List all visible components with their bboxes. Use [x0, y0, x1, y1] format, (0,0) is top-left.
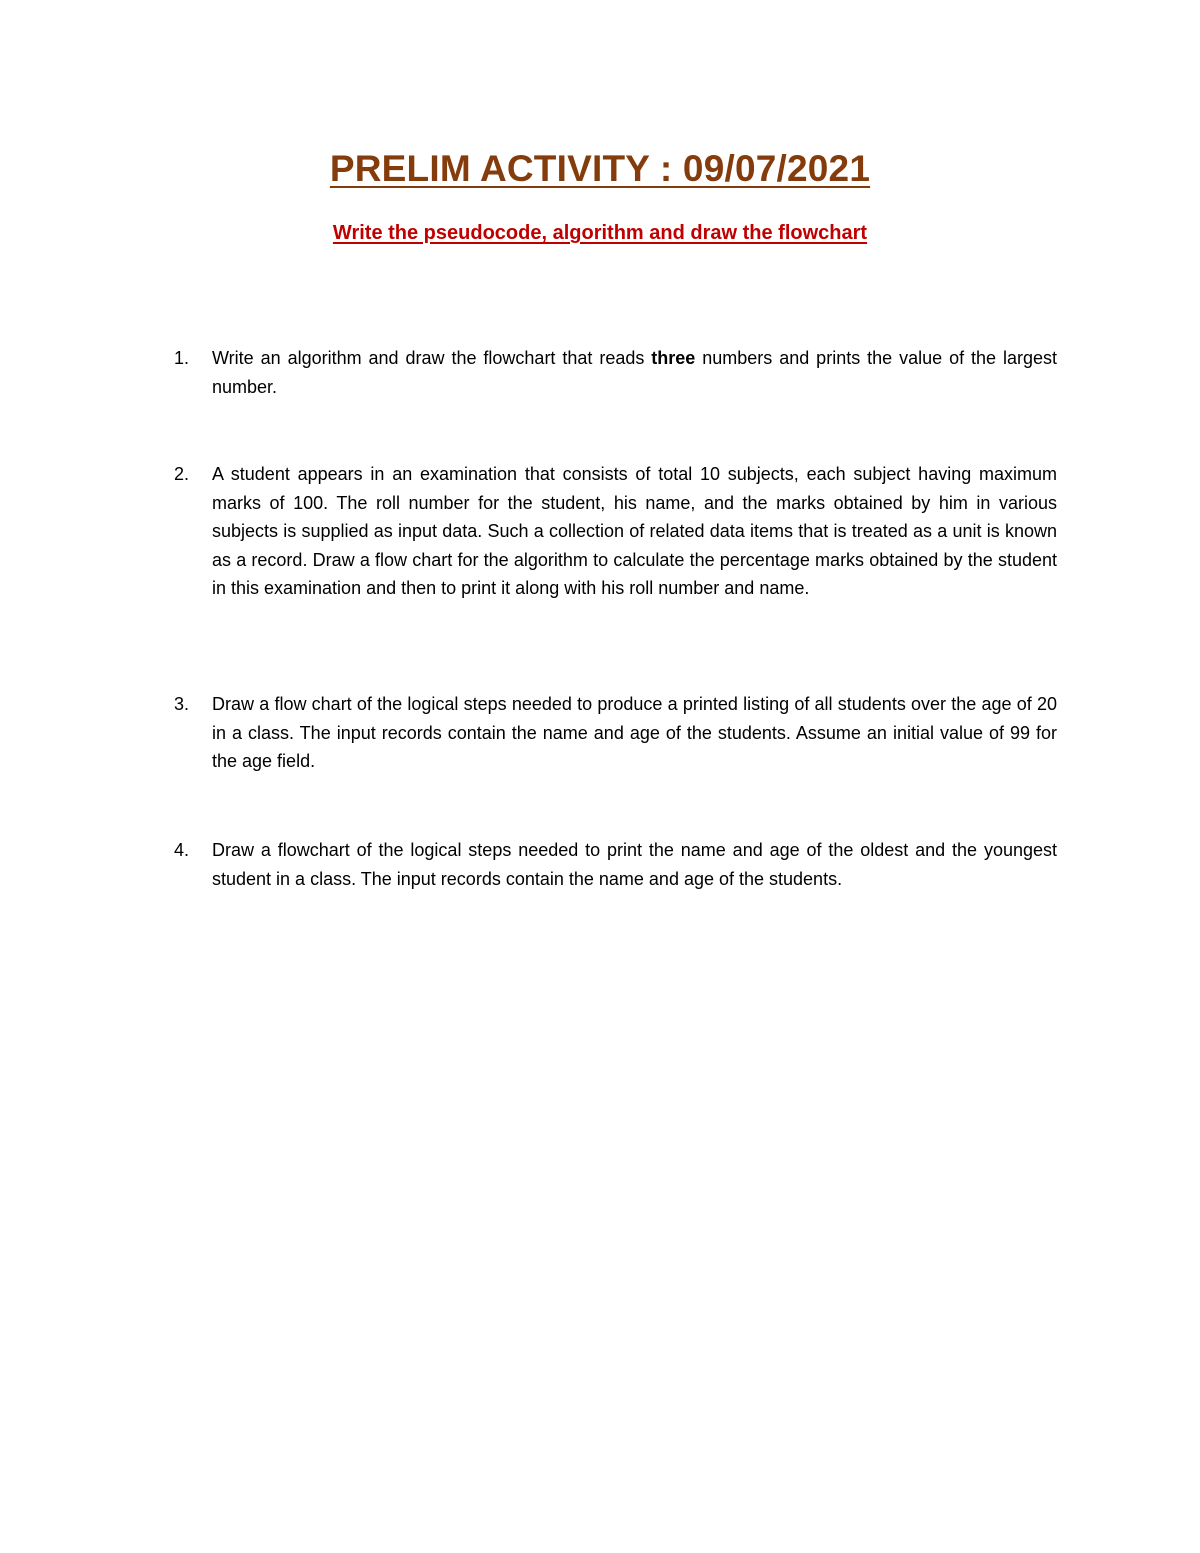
question-text-part: Write an algorithm and draw the flowchart that reads	[212, 348, 652, 368]
question-text: Draw a flowchart of the logical steps needed to print the name and age of the oldest and the youngest student in a class. The input records contain the name and age of the students.	[212, 840, 1057, 889]
page-title: PRELIM ACTIVITY : 09/07/2021	[329, 148, 871, 189]
question-number: 4.	[174, 840, 190, 860]
page-subtitle: Write the pseudocode, algorithm and draw the flowchart	[332, 222, 868, 244]
question-text-part: numbers and prints the value of the largest number.	[212, 348, 1057, 397]
question-number: 3.	[174, 694, 190, 714]
question-text	[212, 344, 1057, 401]
question-text: Draw a flow chart of the logical steps needed to produce a printed listing of all students over the age of 20 in a class. The input records contain the name and age of the students. Assume an initial value of 99 for the age field.	[212, 694, 1057, 771]
question-number: 1.	[174, 348, 190, 368]
question-number: 2.	[174, 464, 190, 484]
question-text: A student appears in an examination that consists of total 10 subjects, each subject having maximum marks of 100. The roll number for the student, his name, and the marks obtained by him in various subjects is supplied as input data. Such a collection of related data items that is treated as a unit is known as a record. Draw a flow chart for the algorithm to calculate the percentage marks obtained by the student in this examination and then to print it along with his roll number and name.	[212, 464, 1057, 598]
question-emphasis: three	[651, 348, 696, 368]
